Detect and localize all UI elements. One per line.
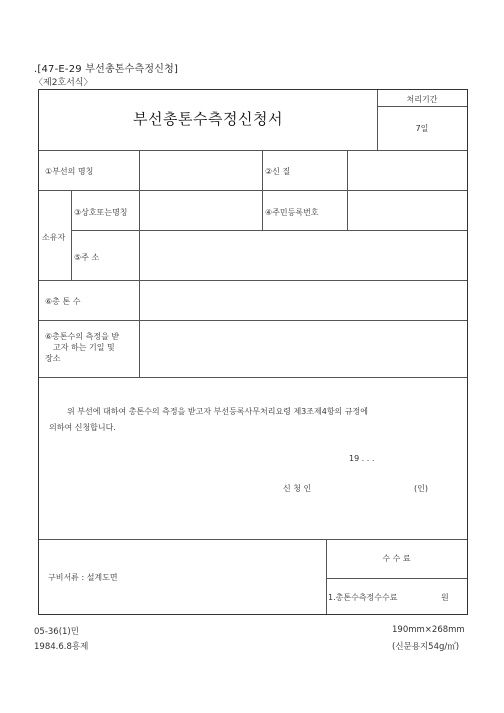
applicant-label: 신 청 인 (283, 484, 312, 493)
footer-date: 1984.6.8흥제 (34, 642, 89, 652)
processing-period-label: 처리기간 (406, 95, 438, 104)
attachments-label: 구비서류 : 설계도면 (48, 573, 118, 582)
footer-paper: (신문용지54g/㎡) (392, 642, 460, 652)
company-name-label: ③상호또는명칭 (74, 208, 128, 217)
seal-mark: (인) (414, 484, 428, 493)
resident-number-label: ④주민등록번호 (265, 208, 319, 217)
form-reference: .[47-E-29 부선총톤수측정신청] (34, 64, 179, 75)
form-number: 〈제2호서식〉 (34, 78, 93, 88)
application-form (38, 89, 468, 615)
footer-size: 190mm×268mm (392, 625, 465, 635)
quality-label: ②신 질 (265, 167, 291, 176)
footer-code: 05-36(1)민 (34, 627, 79, 637)
application-date: 19 . . . (349, 454, 375, 463)
measure-date-label-line1: ⑥총톤수의 측정을 받 (45, 332, 120, 341)
owner-label: 소유자 (42, 233, 66, 242)
form-title: 부선총톤수측정신청서 (133, 110, 283, 128)
statement-line1: 위 부선에 대하여 총톤수의 측정을 받고자 부선등록사무처리요령 제3조제4항의 규정에 (67, 407, 369, 416)
statement-line2: 의하여 신청합니다. (49, 423, 116, 432)
fee-label: 수 수 료 (382, 554, 411, 563)
address-label: ⑤주 소 (74, 253, 100, 262)
fee-item: 1.총톤수측정수수료 (328, 593, 398, 602)
total-tonnage-label: ⑥총 톤 수 (45, 297, 81, 306)
processing-period-value: 7일 (415, 124, 429, 133)
fee-unit: 원 (441, 593, 449, 602)
measure-date-label-line3: 장소 (45, 354, 61, 363)
measure-date-label-line2: 고자 하는 기일 및 (53, 343, 115, 352)
barge-name-label: ①부선의 명칭 (45, 167, 94, 176)
